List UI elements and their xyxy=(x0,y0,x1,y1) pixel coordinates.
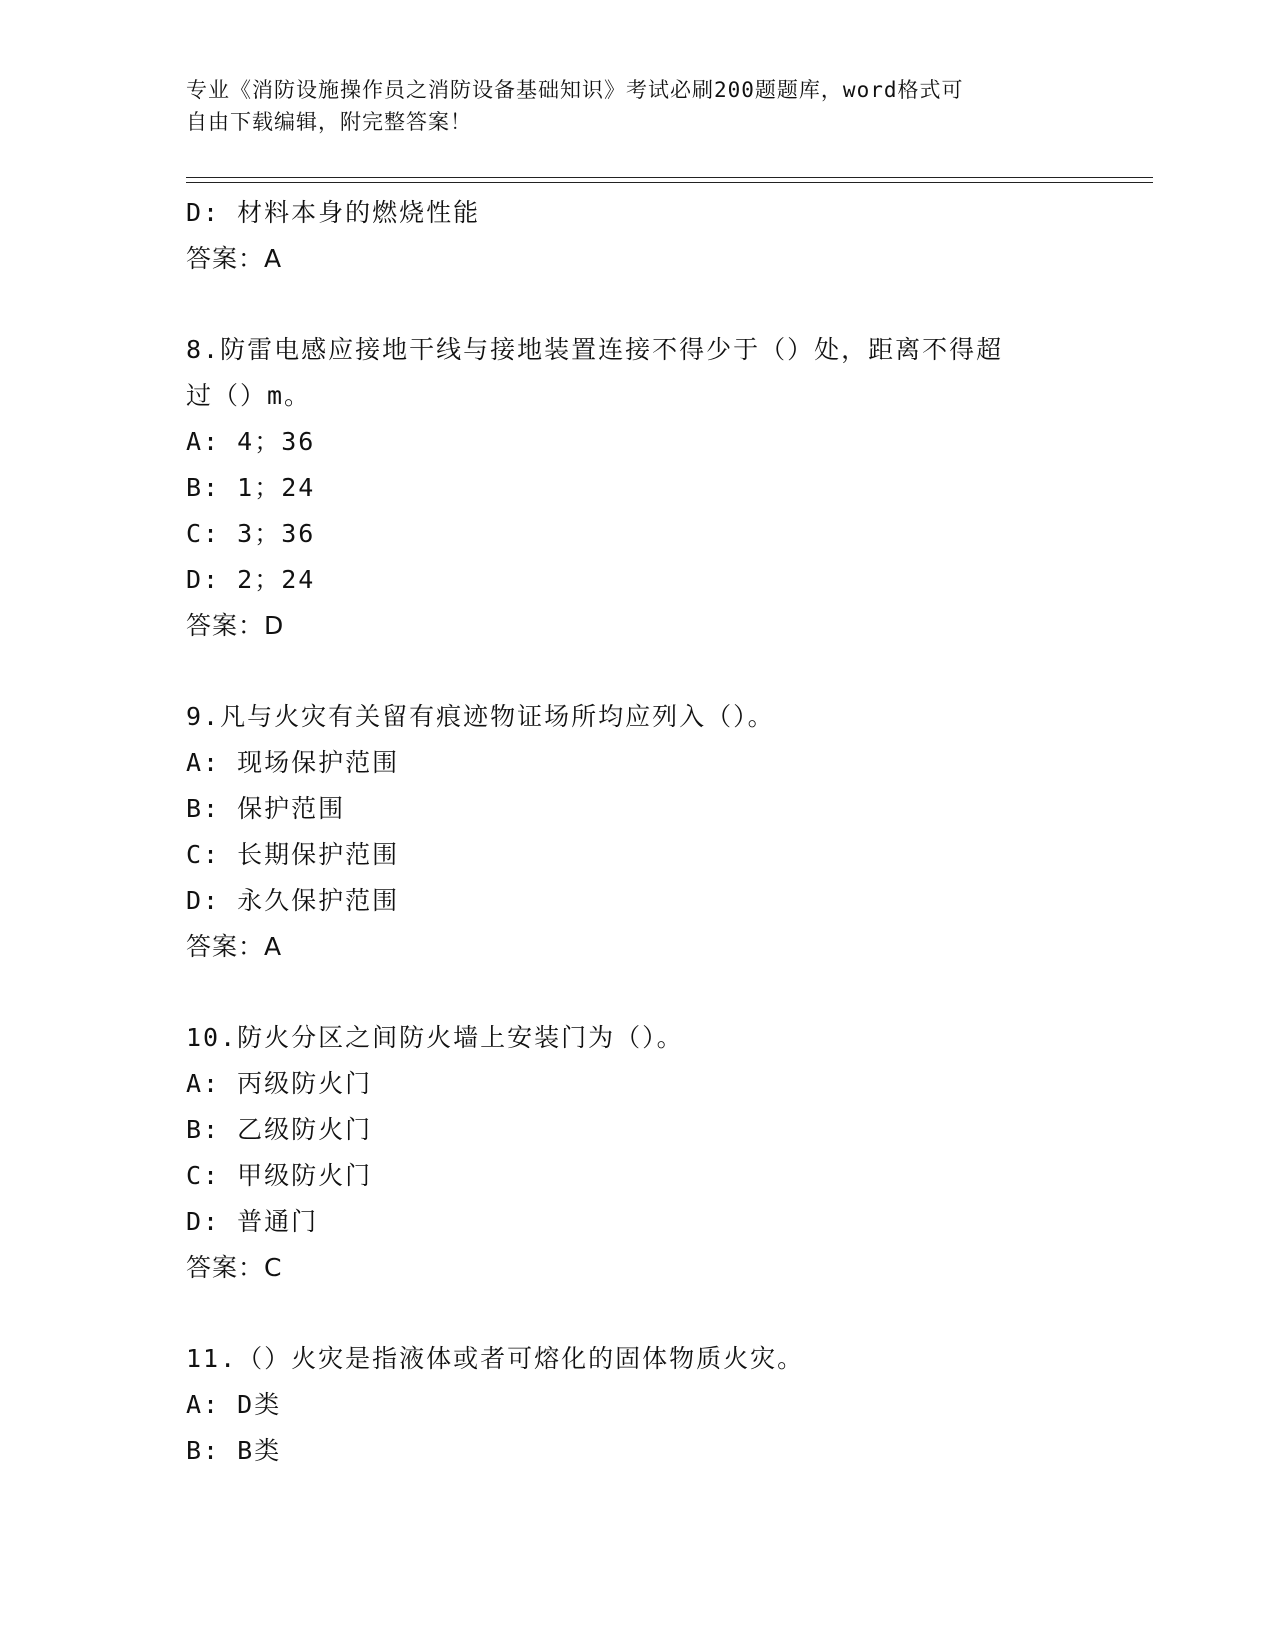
header-divider-bottom xyxy=(186,182,1153,183)
question-8-option-b: B: 1；24 xyxy=(186,473,316,502)
question-8-option-d: D: 2；24 xyxy=(186,565,316,594)
question-9-answer: 答案：A xyxy=(186,932,283,961)
question-10-option-d: D: 普通门 xyxy=(186,1207,319,1236)
question-11-option-b: B: B类 xyxy=(186,1436,282,1465)
question-9-option-d: D: 永久保护范围 xyxy=(186,886,400,915)
question-7-answer: 答案：A xyxy=(186,244,283,273)
spacer xyxy=(186,1291,1146,1336)
question-8-answer: 答案：D xyxy=(186,611,285,640)
spacer xyxy=(186,970,1146,1015)
question-9 xyxy=(186,694,1146,970)
header-divider-top xyxy=(186,177,1153,178)
question-9-option-c: C: 长期保护范围 xyxy=(186,840,400,869)
question-7-option-d: D: 材料本身的燃烧性能 xyxy=(186,198,481,227)
header-line-2: 自由下载编辑，附完整答案！ xyxy=(186,110,472,134)
question-list xyxy=(186,190,1146,1474)
question-11-stem: 11.（）火灾是指液体或者可熔化的固体物质火灾。 xyxy=(186,1344,805,1373)
question-9-stem: 9.凡与火灾有关留有痕迹物证场所均应列入（）。 xyxy=(186,702,775,731)
spacer xyxy=(186,282,1146,327)
header-line-1: 专业《消防设施操作员之消防设备基础知识》考试必刷200题题库，word格式可 xyxy=(186,78,964,102)
question-8-option-c: C: 3；36 xyxy=(186,519,316,548)
question-10-option-c: C: 甲级防火门 xyxy=(186,1161,373,1190)
question-8 xyxy=(186,327,1146,649)
question-9-option-a: A: 现场保护范围 xyxy=(186,748,400,777)
question-10-answer: 答案：C xyxy=(186,1253,283,1282)
question-10-option-b: B: 乙级防火门 xyxy=(186,1115,373,1144)
question-8-option-a: A: 4；36 xyxy=(186,427,316,456)
spacer xyxy=(186,649,1146,694)
question-10-stem: 10.防火分区之间防火墙上安装门为（）。 xyxy=(186,1023,684,1052)
question-11-option-a: A: D类 xyxy=(186,1390,282,1419)
question-8-stem-line-2: 过（）m。 xyxy=(186,381,312,410)
document-header xyxy=(186,74,1086,138)
question-9-option-b: B: 保护范围 xyxy=(186,794,346,823)
question-10-option-a: A: 丙级防火门 xyxy=(186,1069,373,1098)
question-10 xyxy=(186,1015,1146,1291)
question-8-stem-line-1: 8.防雷电感应接地干线与接地装置连接不得少于（）处，距离不得超 xyxy=(186,335,1004,364)
question-11 xyxy=(186,1336,1146,1474)
